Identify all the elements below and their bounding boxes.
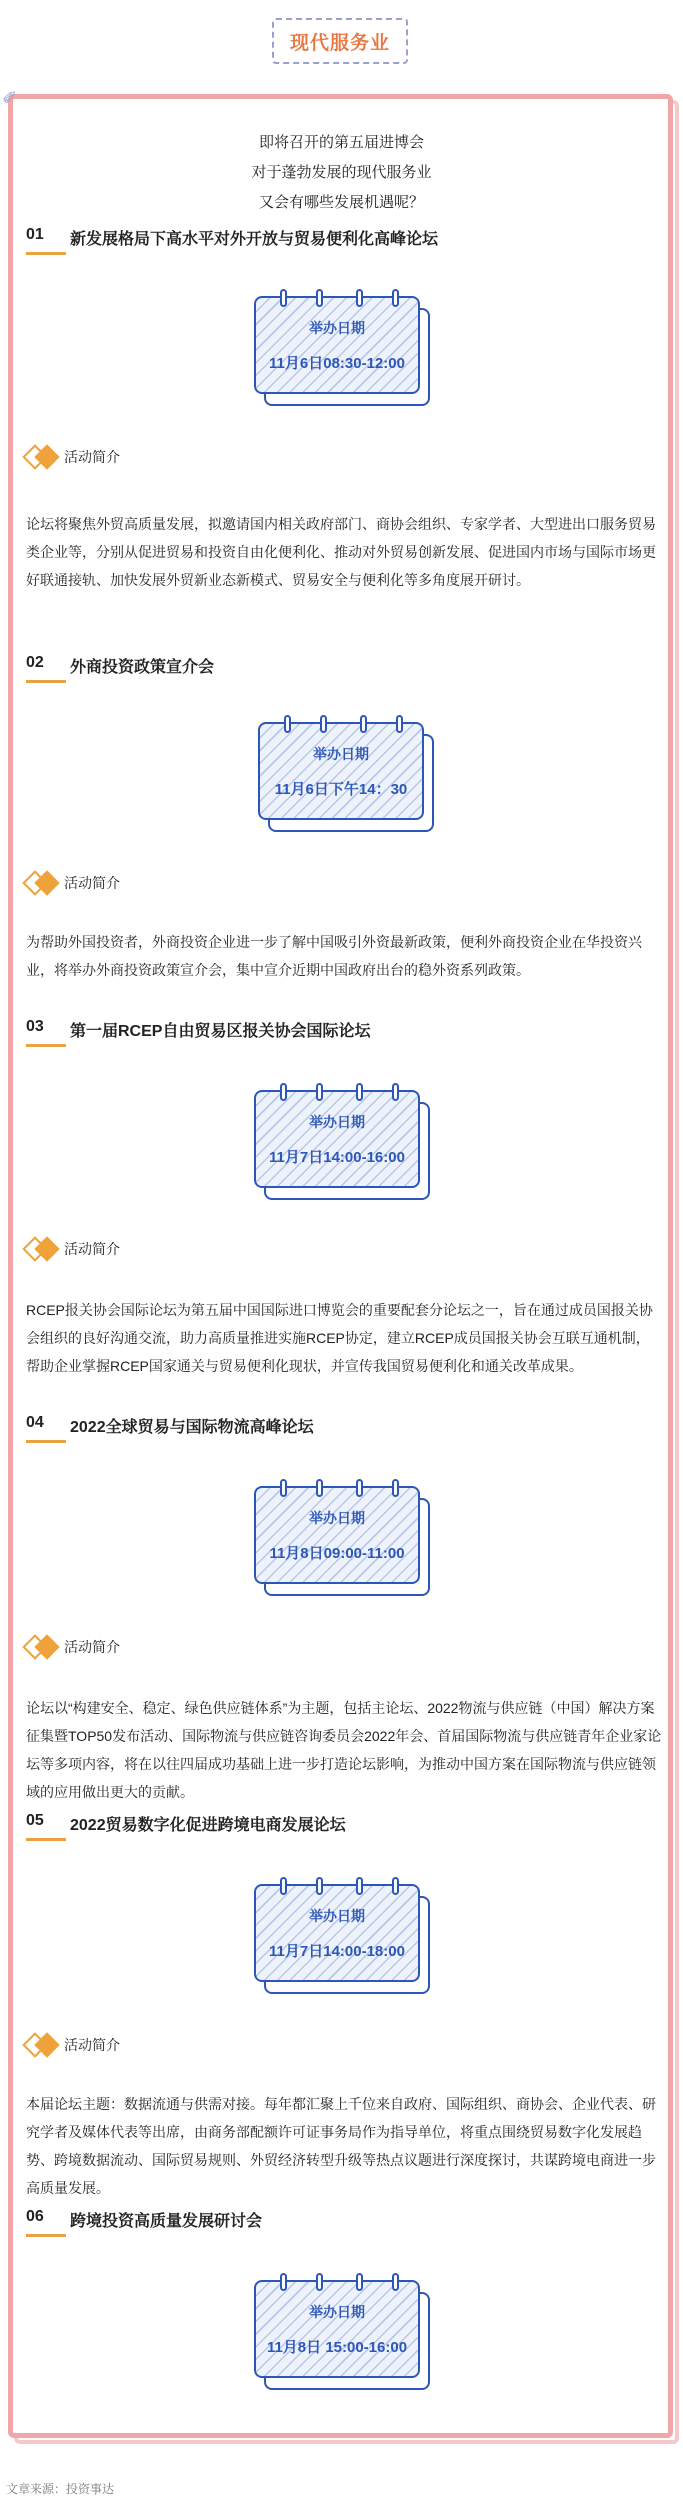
section-title: 跨境投资高质量发展研讨会 (70, 2213, 263, 2230)
section-description: 本届论坛主题：数据流通与供需对接。每年都汇聚上千位来自政府、国际组织、商协会、企业代表、研究学者及媒体代表等出席，由商务部配额许可证事务局作为指导单位，将重点围绕贸易数字化发展趋势、跨境数据流动、国际贸易规则、外贸经济转型升级等热点议题进行深度探讨，共谋跨境电商进一步高质量发展。 (26, 2096, 656, 2196)
section-number: 01 (26, 226, 44, 243)
calendar-label: 举办日期 (309, 319, 365, 336)
page-title: 现代服务业 (289, 32, 390, 54)
intro-line-2: 对于蓬勃发展的现代服务业 (251, 164, 432, 181)
calendar-label: 举办日期 (309, 1113, 365, 1130)
section-underline (26, 1044, 66, 1047)
calendar-card (254, 1486, 430, 1596)
page-title-badge (272, 18, 408, 64)
article-source: 文章来源：投资事达 (6, 2482, 115, 2496)
calendar-label: 举办日期 (313, 745, 369, 762)
activity-label: 活动简介 (64, 875, 120, 891)
activity-heading (26, 1632, 120, 1662)
section-title: 2022贸易数字化促进跨境电商发展论坛 (70, 1817, 346, 1834)
section-underline (26, 2234, 66, 2237)
section-title: 外商投资政策宣介会 (70, 659, 215, 676)
calendar-card (254, 1090, 430, 1200)
section-description: 论坛以“构建安全、稳定、绿色供应链体系”为主题，包括主论坛、2022物流与供应链（中国）解决方案征集暨TOP50发布活动、国际物流与供应链咨询委员会2022年会、首届国际物流与供应链青年企业家论坛等多项内容，将在以往四届成功基础上进一步打造论坛影响，为推动中国方案在国际物流与供应链领域的应用做出更大的贡献。 (26, 1700, 662, 1800)
activity-label: 活动简介 (64, 449, 120, 465)
section-underline (26, 680, 66, 683)
event-time: 11月6日下午14：30 (274, 780, 408, 798)
section-description: RCEP报关协会国际论坛为第五届中国国际进口博览会的重要配套分论坛之一，旨在通过成员国报关协会组织的良好沟通交流，助力高质量推进实施RCEP协定，建立RCEP成员国报关协会互联互通机制，帮助企业掌握RCEP国家通关与贸易便利化现状，并宣传我国贸易便利化和通关改革成果。 (26, 1302, 653, 1374)
event-time: 11月7日14:00-18:00 (269, 1942, 405, 1960)
section-number: 02 (26, 654, 44, 671)
section-underline (26, 1440, 66, 1443)
section-header (26, 1812, 346, 1842)
activity-label: 活动简介 (64, 2037, 120, 2053)
event-time: 11月6日08:30-12:00 (269, 354, 405, 372)
section-header (26, 226, 438, 256)
activity-heading (26, 1234, 120, 1264)
activity-label: 活动简介 (64, 1639, 120, 1655)
section-underline (26, 252, 66, 255)
paperclip-icon: ✐ (2, 88, 18, 108)
section-description: 为帮助外国投资者，外商投资企业进一步了解中国吸引外资最新政策，便利外商投资企业在华投资兴业，将举办外商投资政策宣介会，集中宣介近期中国政府出台的稳外资系列政策。 (26, 934, 642, 978)
section-number: 04 (26, 1414, 44, 1431)
section-title: 第一届RCEP自由贸易区报关协会国际论坛 (70, 1023, 371, 1040)
calendar-card (254, 1884, 430, 1994)
calendar-label: 举办日期 (309, 1907, 365, 1924)
activity-heading (26, 442, 120, 472)
section-title: 2022全球贸易与国际物流高峰论坛 (70, 1419, 314, 1436)
section-underline (26, 1838, 66, 1841)
section-number: 05 (26, 1812, 44, 1829)
section-header (26, 1018, 370, 1048)
intro-line-3: 又会有哪些发展机遇呢？ (258, 194, 424, 211)
calendar-label: 举办日期 (309, 1509, 365, 1526)
section-number: 03 (26, 1018, 44, 1035)
intro-line-1: 即将召开的第五届进博会 (258, 134, 424, 151)
section-number: 06 (26, 2208, 44, 2225)
event-time: 11月7日14:00-16:00 (269, 1148, 405, 1166)
activity-heading (26, 2030, 120, 2060)
activity-heading (26, 868, 120, 898)
calendar-card (254, 296, 430, 406)
activity-label: 活动简介 (64, 1241, 120, 1257)
calendar-card (254, 2280, 430, 2390)
section-title: 新发展格局下高水平对外开放与贸易便利化高峰论坛 (70, 231, 439, 248)
section-header (26, 1414, 314, 1444)
calendar-label: 举办日期 (309, 2303, 365, 2320)
event-time: 11月8日09:00-11:00 (269, 1544, 405, 1562)
event-time: 11月8日 15:00-16:00 (266, 2338, 408, 2356)
section-description: 论坛将聚焦外贸高质量发展，拟邀请国内相关政府部门、商协会组织、专家学者、大型进出口服务贸易类企业等，分别从促进贸易和投资自由化便利化、推动对外贸易创新发展、促进国内市场与国际市场更好联通接轨、加快发展外贸新业态新模式、贸易安全与便利化等多角度展开研讨。 (26, 516, 656, 588)
calendar-card (258, 722, 434, 832)
